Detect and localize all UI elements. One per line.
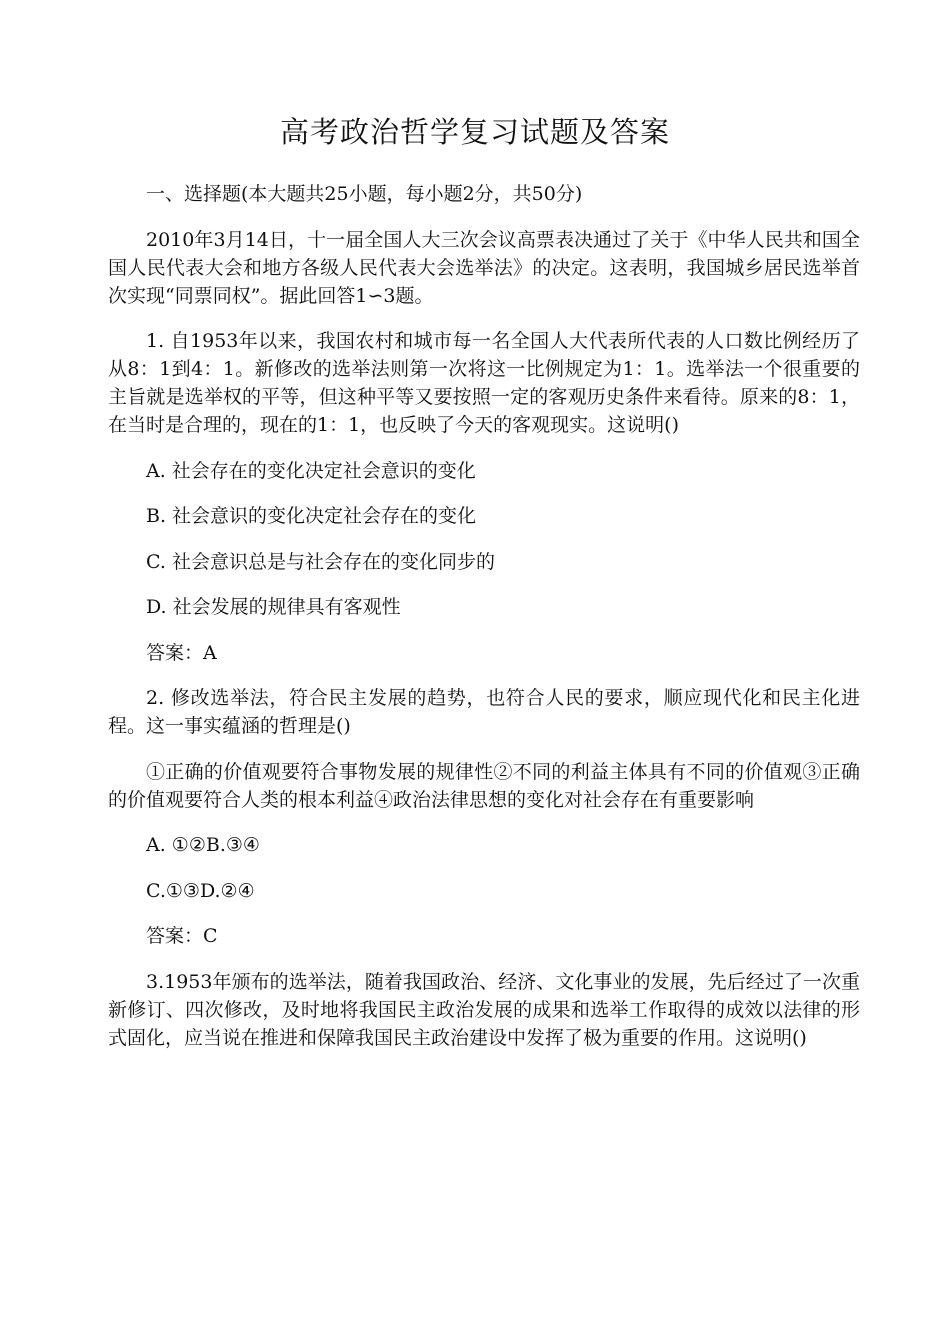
- document-title: 高考政治哲学复习试题及答案: [279, 115, 670, 149]
- question-2-options-cd: C.①③D.②④: [146, 879, 255, 902]
- section-heading: 一、选择题(本大题共25小题，每小题2分，共50分): [146, 183, 583, 205]
- question-1-option-d: D. 社会发展的规律具有客观性: [146, 596, 401, 618]
- question-2: 2. 修改选举法，符合民主发展的趋势，也符合人民的要求，顺应现代化和民主化进程。这一事实蕴涵的哲理是(): [108, 687, 860, 737]
- question-2-statements: ①正确的价值观要符合事物发展的规律性②不同的利益主体具有不同的价值观③正确的价值观要符合人类的根本利益④政治法律思想的变化对社会存在有重要影响: [108, 760, 860, 811]
- question-1: 1. 自1953年以来，我国农村和城市每一名全国人大代表所代表的人口数比例经历了从8：1到4：1。新修改的选举法则第一次将这一比例规定为1：1。选举法一个很重要的主旨就是选举权的平等，但这种平等又要按照一定的客观历史条件来看待。原来的8：1，在当时是合理的，现在的1：1，也反映了今天的客观现实。这说明(): [108, 330, 860, 436]
- question-1-option-a: A. 社会存在的变化决定社会意识的变化: [146, 459, 476, 482]
- question-2-answer: 答案：C: [146, 925, 218, 947]
- question-3: 3.1953年颁布的选举法，随着我国政治、经济、文化事业的发展，先后经过了一次重新修订、四次修改，及时地将我国民主政治发展的成果和选举工作取得的成效以法律的形式固化，应当说在推进和保障我国民主政治建设中发挥了极为重要的作用。这说明(): [108, 970, 860, 1049]
- question-1-answer: 答案：A: [146, 641, 217, 664]
- question-1-option-c: C. 社会意识总是与社会存在的变化同步的: [146, 550, 495, 573]
- document-body: [108, 180, 860, 1069]
- question-2-options-ab: A. ①②B.③④: [146, 834, 260, 856]
- question-1-option-b: B. 社会意识的变化决定社会存在的变化: [146, 505, 477, 527]
- background-paragraph: 2010年3月14日，十一届全国人大三次会议高票表决通过了关于《中华人民共和国全国人民代表大会和地方各级人民代表大会选举法》的决定。这表明，我国城乡居民选举首次实现“同票同权”。据此回答1∽3题。: [108, 228, 860, 307]
